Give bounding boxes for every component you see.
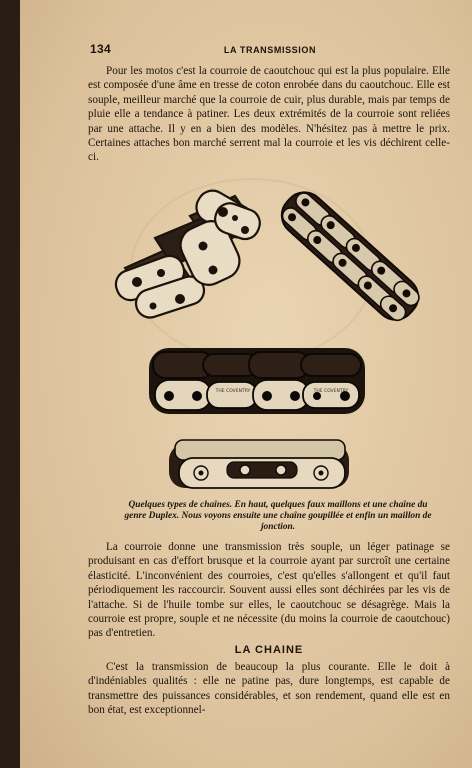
page-number: 134 [90, 42, 111, 56]
connecting-link-illustration [165, 436, 355, 494]
paragraph-chain: C'est la transmission de beaucoup la plus courante. Elle le doit à d'indéniables qualités : elle ne patine pas, dure longtemps, est capable de transmettre des puissances considérables, et son rendement, quand elle est en bon état, est exceptionnel- [88, 661, 450, 717]
pinned-chain-illustration [145, 342, 370, 420]
running-title: LA TRANSMISSION [223, 45, 317, 55]
chain-plate-inscription-2: THE COVENTRY [313, 389, 349, 394]
book-page [20, 0, 472, 768]
fake-links-illustration [95, 178, 275, 328]
duplex-chain-illustration [275, 176, 425, 336]
section-heading: LA CHAINE [234, 644, 304, 656]
paragraph-belt-advantages: La courroie donne une transmission très souple, un léger patinage se produisant en cas d'effort brusque et la courroie ayant par surcroît une certaine élasticité. L'inconvénient des courroies, c'est qu'elles s'allongent et qu'il faut périodiquement les raccourcir. Souvent aussi elles sont déchirées par les vis de l'attache. Si de l'huile tombe sur elles, le caoutchouc se désagrège. Mais la courroie est propre, souple et ne nécessite (du moins la courroie de caoutchouc) pas d'entretien. [88, 541, 450, 640]
chain-plate-inscription-1: THE COVENTRY [215, 389, 251, 394]
figure-caption: Quelques types de chaînes. En haut, quelques faux maillons et une chaîne du genre Duplex. Nous voyons ensuite une chaîne goupillée et enfin un maillon de jonction. [124, 500, 432, 532]
paragraph-rubber-belt: Pour les motos c'est la courroie de caoutchouc qui est la plus populaire. Elle est composée d'une âme en tresse de coton enrobée dans du caoutchouc. Elle est souple, meilleur marché que la courroie de cuir, plus durable, mais par temps de pluie elle a tendance à patiner. Les deux extrémités de la courroie sont reliées par une attache. Il y en a bien des modèles. N'hésitez pas à mettre le prix. Certaines attaches bon marché serrent mal la courroie et les vis déchirent celle-ci. [88, 65, 450, 164]
page-header [90, 44, 450, 60]
